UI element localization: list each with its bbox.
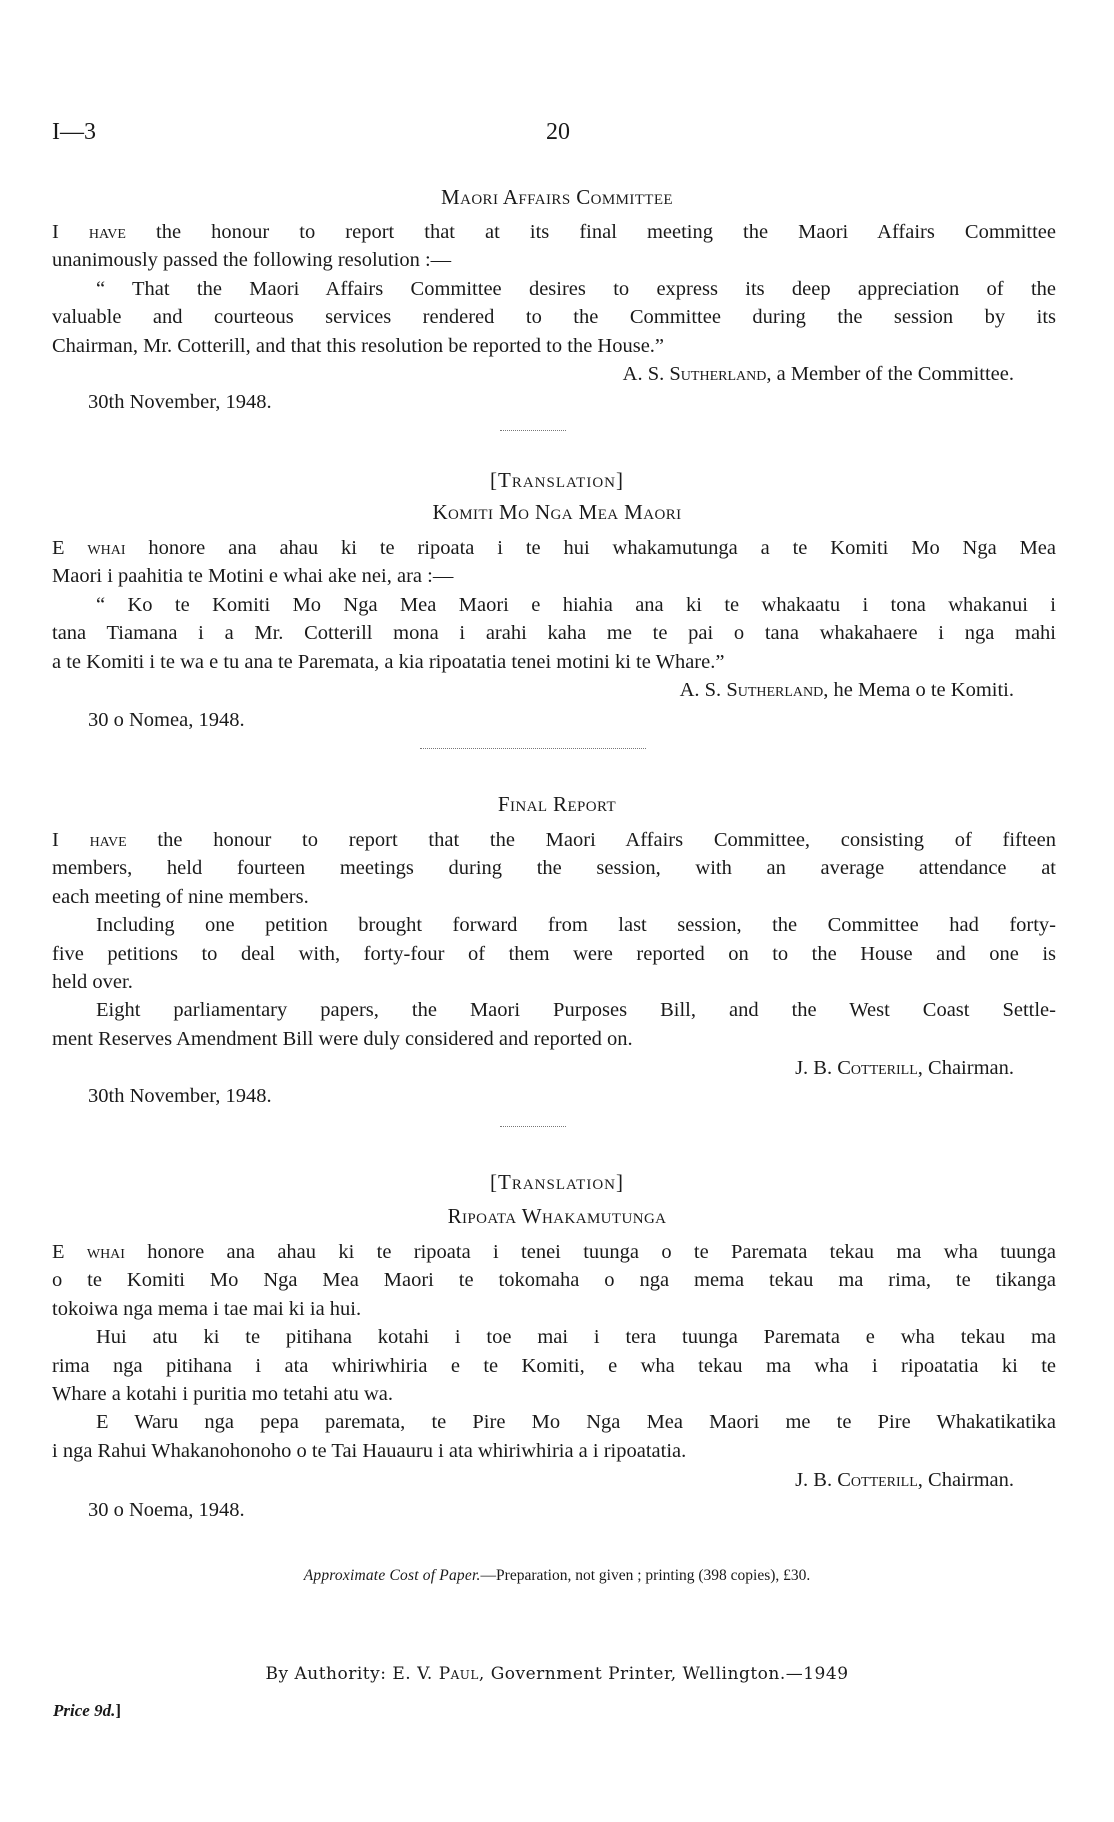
signature-role: he Mema o te Komiti. (833, 679, 1014, 701)
translation-bracket (0, 466, 1114, 494)
cost-note (0, 1562, 1114, 1590)
section-title-komiti: Komiti Mo Nga Mea Maori (432, 500, 682, 524)
divider (500, 430, 566, 431)
text-line: Eight parliamentary papers, the Maori Purposes Bill, and the West Coast Settle- (96, 999, 1056, 1022)
signature-role: Chairman. (928, 1057, 1014, 1079)
text-line: Including one petition brought forward from last session, the Committee had forty- (96, 914, 1056, 937)
printer-name: Paul, (438, 1664, 485, 1684)
section3-body (52, 826, 1056, 1053)
text-line: tana Tiamana i a Mr. Cotterill mona i arahi kaha me te pai o tana whakahaere i nga mahi (52, 622, 1056, 645)
date-line: 30th November, 1948. (88, 391, 272, 413)
section1-body (52, 218, 1056, 360)
text-line: five petitions to deal with, forty-four of them were reported on to the House and one is (52, 942, 1056, 965)
text-line: rima nga pitihana i ata whiriwhiria e te Komiti, e wha tekau ma wha i ripoatatia ki te (52, 1354, 1056, 1377)
signature-name: Cotterill, (837, 1469, 923, 1491)
section2-body (52, 534, 1056, 676)
printer-authority (0, 1660, 1114, 1688)
text-line: the honour to report that at its final meeting the Maori Affairs Committee (156, 221, 1057, 243)
section-title-maori-affairs: Maori Affairs Committee (441, 185, 673, 209)
lead-words: E whai (52, 1241, 125, 1263)
section-title-ripoata: Ripoata Whakamutunga (447, 1204, 667, 1228)
signature-line (795, 1466, 1014, 1494)
paper-reference: I—3 (52, 119, 96, 145)
text-line: members, held fourteen meetings during the session, with an average attendance at (52, 857, 1056, 880)
authority-suffix: Government Printer, Wellington.—1949 (490, 1664, 849, 1684)
signature-role: a Member of the Committee. (776, 363, 1014, 385)
section4-body (52, 1238, 1056, 1465)
text-line: “ That the Maori Affairs Committee desires to express its deep appreciation of the (96, 277, 1056, 300)
bracket-text: [Translation] (490, 468, 624, 492)
text-line: held over. (52, 971, 133, 994)
lead-words: E whai (52, 537, 126, 559)
date-line: 30 o Noema, 1948. (88, 1499, 245, 1521)
signature-line (795, 1054, 1014, 1082)
page-number: 20 (546, 119, 570, 145)
section-title-final-report: Final Report (497, 792, 617, 816)
signature-initials: A. S. (622, 363, 665, 385)
price-value: 9d. (94, 1701, 116, 1720)
divider (500, 1126, 566, 1127)
signature-name: Sutherland, (726, 679, 829, 701)
text-line: o te Komiti Mo Nga Mea Maori te tokomaha o nga mema tekau ma rima, te tikanga (52, 1269, 1056, 1292)
text-line: Whare a kotahi i puritia mo tetahi atu wa. (52, 1383, 393, 1406)
bracket-text: [Translation] (490, 1170, 624, 1194)
text-line: i nga Rahui Whakanohonoho o te Tai Hauauru i ata whiriwhiria a i ripoatatia. (52, 1439, 687, 1462)
signature-line (623, 360, 1014, 388)
text-line: valuable and courteous services rendered to the Committee during the session by its (52, 306, 1056, 329)
signature-initials: J. B. (795, 1057, 833, 1079)
text-line: each meeting of nine members. (52, 885, 309, 908)
text-line: Maori i paahitia te Motini e whai ake nei, ara :— (52, 565, 454, 588)
lead-words: I have (52, 221, 126, 243)
price (53, 1697, 121, 1725)
signature-name: Sutherland, (669, 363, 772, 385)
text-line: the honour to report that the Maori Affairs Committee, consisting of fifteen (157, 829, 1057, 851)
text-line: “ Ko te Komiti Mo Nga Mea Maori e hiahia ana ki te whakaatu i tona whakanui i (96, 593, 1056, 616)
price-label: Price (53, 1701, 90, 1720)
text-line: ment Reserves Amendment Bill were duly considered and reported on. (52, 1027, 633, 1050)
signature-name: Cotterill, (837, 1057, 923, 1079)
text-line: E Waru nga pepa paremata, te Pire Mo Nga Mea Maori me te Pire Whakatikatika (96, 1411, 1056, 1434)
cost-text: —Preparation, not given ; printing (398 copies), £30. (480, 1567, 811, 1584)
text-line: honore ana ahau ki te ripoata i tenei tuunga o te Paremata tekau ma wha tuunga (147, 1241, 1057, 1263)
lead-words: I have (52, 829, 127, 851)
signature-initials: A. S. (679, 679, 722, 701)
divider (420, 748, 646, 749)
date-line: 30 o Nomea, 1948. (88, 709, 245, 731)
text-line: Hui atu ki te pitihana kotahi i toe mai i tera tuunga Paremata e wha tekau ma (96, 1326, 1056, 1349)
translation-bracket (0, 1168, 1114, 1196)
date-line: 30th November, 1948. (88, 1085, 272, 1107)
price-bracket: ] (115, 1701, 121, 1720)
text-line: unanimously passed the following resolution :— (52, 249, 452, 272)
signature-role: Chairman. (928, 1469, 1014, 1491)
text-line: Chairman, Mr. Cotterill, and that this resolution be reported to the House.” (52, 334, 665, 357)
cost-label: Approximate Cost of Paper. (303, 1567, 481, 1584)
text-line: honore ana ahau ki te ripoata i te hui whakamutunga a te Komiti Mo Nga Mea (148, 537, 1056, 559)
signature-initials: J. B. (795, 1469, 833, 1491)
signature-line (680, 676, 1014, 704)
text-line: tokoiwa nga mema i tae mai ki ia hui. (52, 1297, 362, 1320)
authority-prefix: By Authority: E. V. (265, 1664, 433, 1684)
text-line: a te Komiti i te wa e tu ana te Paremata, a kia ripoatatia tenei motini ki te Whare.” (52, 650, 725, 673)
